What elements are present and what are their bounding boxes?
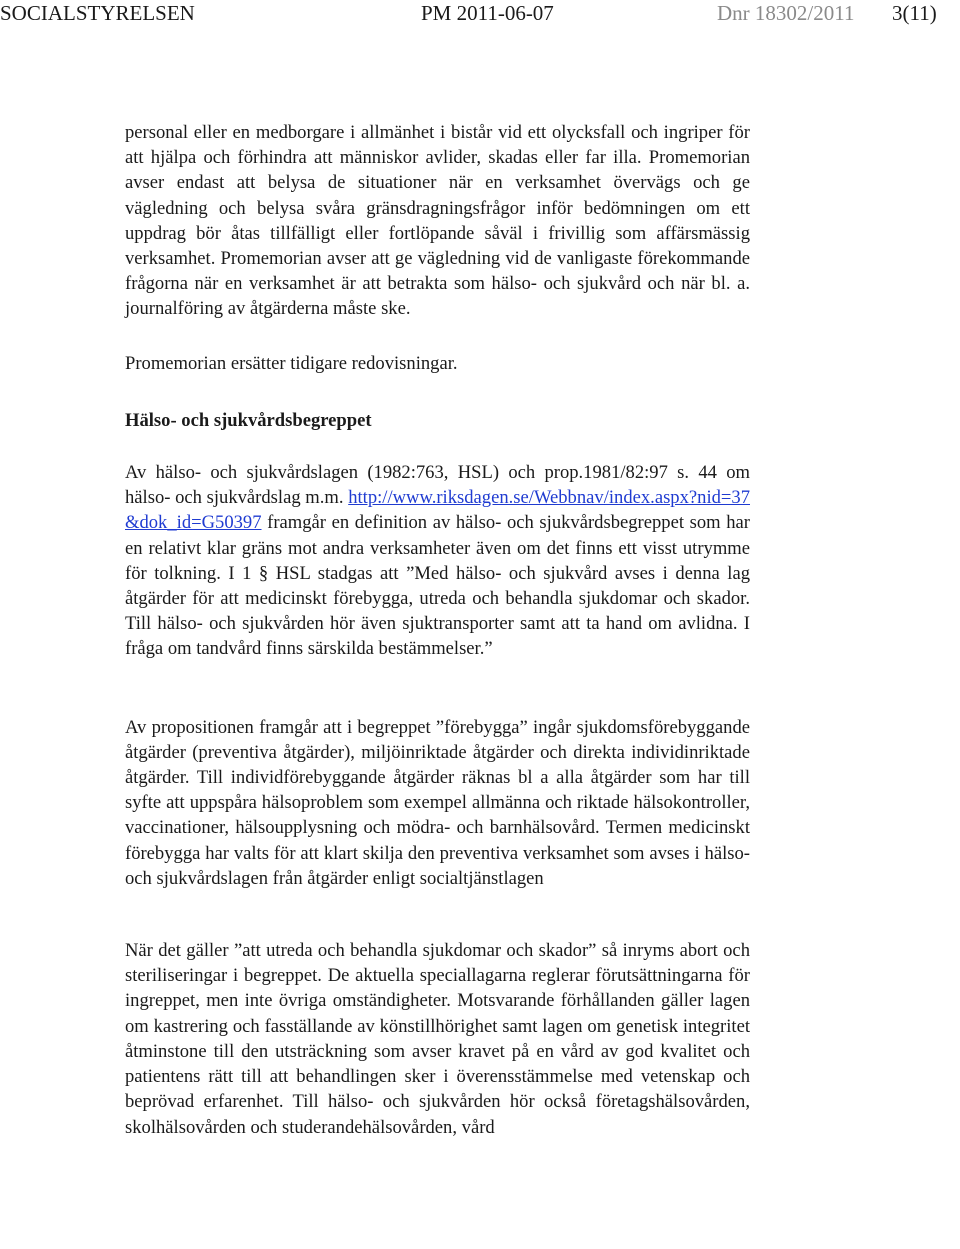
paragraph-prevention: Av propositionen framgår att i begreppet ”förebygga” ingår sjukdomsförebyggande åtgärder (preventiva åtgärder), miljöinriktade åtgärder och direkta individinriktade åtgärder. Till individförebyggande åtgärder räknas bl a alla åtgärder som har till syfte att uppspåra hälsoproblem som exempel allmänna och riktade hälsokontroller, vaccinationer, hälsoupplysning och mödra- och barnhälsovård. Termen medicinskt förebygga har valts för att klart skilja den preventiva verksamhet som avses i hälso- och sjukvårdslagen från åtgärder enligt socialtjänstlagen [125, 716, 750, 889]
memo-date: PM 2011-06-07 [421, 1, 554, 25]
paragraph-definition [125, 460, 750, 662]
reference-number: Dnr 18302/2011 [717, 1, 855, 25]
document-body [125, 120, 750, 1140]
paragraph-intro: personal eller en medborgare i allmänhet i bistår vid ett olycksfall och ingriper för att hjälpa och förhindra att människor avlider, skadas eller far illa. Promemorian avser endast att belysa de situationer när en verksamhet övervägs och ge vägledning och belysa svåra gränsdragningsfrågor inför bedömningen om ett uppdrag bör åtas tillfälligt eller fortlöpande såväl i frivillig som affärsmässig verksamhet. Promemorian avser att ge vägledning vid de vanligaste förekommande frågorna när en verksamhet är att betrakta som hälso- och sjukvård och när bl. a. journalföring av åtgärderna måste ske. [125, 122, 750, 320]
definition-text-start: Av hälso- och sjukvårdslagen (1982:763, HSL) och prop.1981/82:97 s. 44 om hälso- och sjukvårdslag m.m. [125, 462, 750, 509]
paragraph-replaces: Promemorian ersätter tidigare redovisningar. [125, 352, 458, 374]
paragraph-treatment: När det gäller ”att utreda och behandla sjukdomar och skador” så inryms abort och steriliseringar i begreppet. De aktuella speciallagarna reglerar förutsättningarna för ingreppet, men inte övriga omständigheter. Motsvarande förhållanden gäller lagen om kastrering och fasställande av könstillhörighet samt lagen om genetisk integritet åtminstone till den utsträckning som avser kravet på en vård av god kvalitet och patientens rätt till att behandlingen sker i överensstämmelse med vetenskap och beprövad erfarenhet. Till hälso- och sjukvården hör också företagshälsovården, skolhälsovården och studerandehälsovården, vård [125, 940, 750, 1138]
page-header [0, 0, 960, 26]
section-heading: Hälso- och sjukvårdsbegreppet [125, 409, 372, 431]
definition-text-end: framgår en definition av hälso- och sjukvårdsbegreppet som har en relativt klar gräns mot andra verksamheter även om det finns ett visst utrymme för tolkning. I 1 § HSL stadgas att ”Med hälso- och sjukvård avses i denna lag åtgärder för att medicinskt förebygga, utreda och behandla sjukdomar och skador. Till hälso- och sjukvården hör även sjuktransporter samt att ta hand om avlidna. I fråga om tandvård finns särskilda bestämmelser.” [125, 512, 750, 660]
organization-name: SOCIALSTYRELSEN [0, 1, 195, 25]
riksdagen-link[interactable]: http://www.riksdagen.se/Webbnav/index.aspx?nid=37&dok_id=G50397 [125, 487, 750, 534]
page-number: 3(11) [892, 1, 937, 25]
